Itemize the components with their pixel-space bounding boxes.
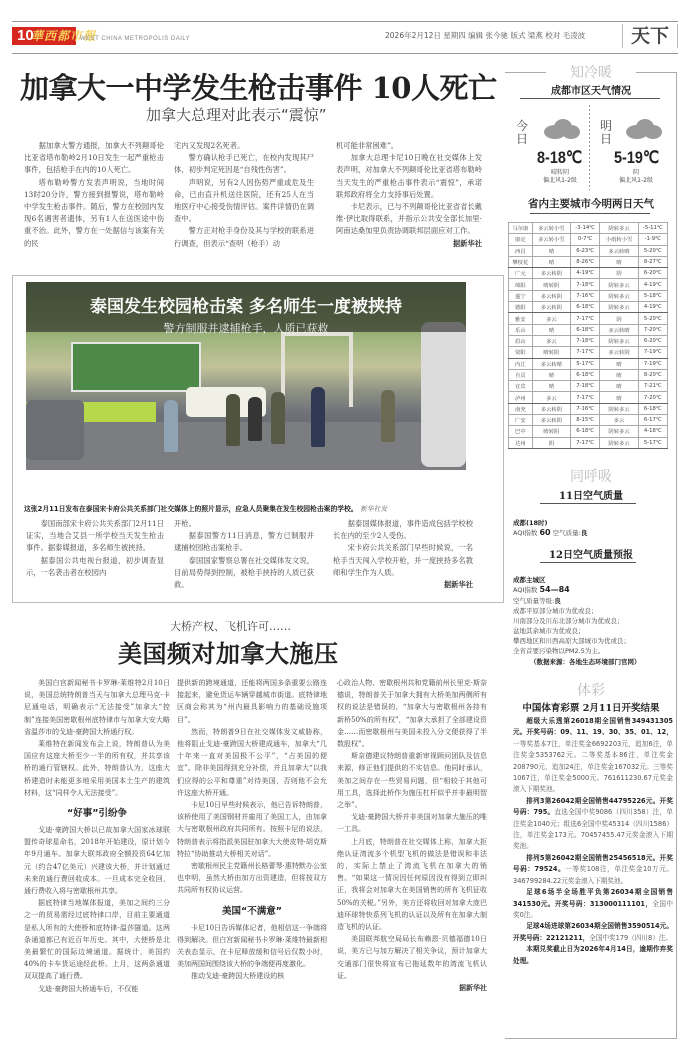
tomorrow-condition: 晴 bbox=[600, 256, 638, 267]
forecast-aqi-line bbox=[513, 585, 570, 595]
city-weather-row bbox=[509, 324, 668, 335]
today-temperature: 7-18℃ bbox=[571, 335, 600, 346]
tomorrow-temperature: 8-20℃ bbox=[638, 369, 667, 380]
divider bbox=[530, 213, 650, 214]
today-temperature: 7-17℃ bbox=[571, 392, 600, 403]
paragraph: 警方确认枪手已死亡，在校内发现其尸体，初步判定死因是“自残性伤害”。 bbox=[174, 153, 314, 175]
paragraph: 泰国国家警察总署在社交媒体发文说，目前局势得到控制，被枪手挟持的人质已获救。 bbox=[174, 555, 314, 590]
city-name: 眉山 bbox=[509, 335, 533, 346]
paragraph: 莱维特在新闻发布会上说，特朗普认为美国应有这座大桥至少一半的所有权，并共享该桥的通行管辖权。此外，特朗普认为，这座大桥建造时未能更多地采用美国本土生产的建筑材料，这“同样令人无法接受”。 bbox=[24, 740, 170, 797]
paragraph: 据加拿大警方通报，加拿大不列颠哥伦比亚省塔布勒岭2月10日发生一起严重枪击事件，包括枪手在内的10人死亡。 bbox=[24, 141, 164, 175]
tomorrow-condition: 多云转晴 bbox=[600, 324, 638, 335]
tomorrow-condition: 阴 bbox=[632, 169, 639, 176]
level-label: 空气质量等级: bbox=[513, 597, 555, 605]
aqi-label: AQI指数 bbox=[513, 529, 538, 537]
city-weather-row bbox=[509, 290, 668, 301]
today-temperature: 7-18℃ bbox=[571, 381, 600, 392]
today-condition: 多云转阴 bbox=[532, 290, 570, 301]
caption-credit: 新华社发 bbox=[360, 505, 388, 513]
today-condition: 多云转阴 bbox=[532, 302, 570, 313]
result-highlight: 排列3第26042期全国销售44795226元。开奖号码：795。 bbox=[513, 796, 673, 817]
tomorrow-label: 明日 bbox=[600, 119, 613, 146]
today-temperature: 7-17℃ bbox=[571, 437, 600, 448]
paragraph: 塔布勒岭警方发表声明说，当地时间13时20分许，警方接到报警说，塔布勒岭中学发生枪击事件。随后，警方在校园内发现6名遇害者遗体，另有1人在送医途中伤重不治。此外，警方在一处据信与该案有关的民 bbox=[24, 177, 164, 248]
forecast-line: 攀西地区和川西高原大部城市为优或良； bbox=[513, 637, 630, 645]
city-name: 攀枝花 bbox=[509, 256, 533, 267]
today-condition: 阴 bbox=[532, 437, 570, 448]
today-condition: 晴 bbox=[532, 245, 570, 256]
tomorrow-condition: 阴转多云 bbox=[600, 279, 638, 290]
paragraph: 上月底，特朗普在社交媒体上称，加拿大拒绝认证湾流多个机型飞机的做法是错误和非法的，实际上禁止了湾流飞机在加拿大的销售。“如果这一情况因任何原因没有得到立即纠正，我将会对加拿大在美国销售的所有飞机征收50%的关税。”另外，美方还将收回对加拿大庞巴迪环球特快系列飞机的认证以及所有在加拿大制造飞机的认证。 bbox=[337, 837, 487, 932]
city-weather-row bbox=[509, 426, 668, 437]
city-weather-row bbox=[509, 335, 668, 346]
tomorrow-condition: 阴转多云 bbox=[600, 426, 638, 437]
forecast-line: 成都平原部分城市为优或良； bbox=[513, 607, 598, 615]
today-condition: 晴 bbox=[532, 324, 570, 335]
city-weather-row bbox=[509, 369, 668, 380]
today-temperature: 7-16℃ bbox=[571, 403, 600, 414]
city-weather-row bbox=[509, 415, 668, 426]
page-number: 10 bbox=[12, 27, 76, 45]
result-detail: 全国中奖0注。 bbox=[513, 899, 673, 919]
city-name: 南充 bbox=[509, 403, 533, 414]
lottery-title: 中国体育彩票 2月11日开奖结果 bbox=[522, 703, 660, 714]
city-name: 宜宾 bbox=[509, 381, 533, 392]
lottery-paragraph bbox=[513, 716, 673, 796]
today-condition: 多云 bbox=[532, 313, 570, 324]
tomorrow-condition: 阴转多云 bbox=[600, 403, 638, 414]
paragraph: 戈迪·豪跨国大桥并非美国对加拿大施压的唯一工具。 bbox=[337, 813, 487, 834]
city-name: 马尔康 bbox=[509, 223, 533, 234]
thai-column-2 bbox=[174, 518, 314, 591]
photo-shield bbox=[248, 397, 262, 441]
paragraph: 美国联邦航空局局长布赖恩·贝德福德10日说，美方已与加方解决了相关争议，预计加拿大交通部门很快将宣布已拖延数年的湾流飞机认证。 bbox=[337, 935, 487, 980]
weather-section-title: 知冷暖 bbox=[546, 62, 636, 82]
quality-value: 良 bbox=[580, 529, 588, 537]
photo-person bbox=[381, 390, 395, 442]
bridge-column-2 bbox=[177, 677, 327, 983]
city-name: 德阳 bbox=[509, 302, 533, 313]
today-condition: 晴转阴 bbox=[532, 426, 570, 437]
air-section-title: 同呼吸 bbox=[570, 469, 612, 485]
paragraph: 斯奈德建议特朗普重新审视顾问团队及信息来源，修正他们提供的不实信息。他同时承认，美加之间存在一些贸易问题，但“相较于其他可用工具，选择此桥作为施压杠杆似乎并非最明智之举”。 bbox=[337, 752, 487, 810]
tomorrow-condition: 阴 bbox=[600, 313, 638, 324]
photo-caption bbox=[24, 503, 484, 513]
tomorrow-temperature: 5-18℃ bbox=[638, 290, 667, 301]
bridge-column-3 bbox=[337, 677, 487, 994]
tomorrow-condition: 阴转多云 bbox=[600, 437, 638, 448]
level-value: 良 bbox=[554, 597, 561, 605]
cities-weather-table bbox=[508, 222, 668, 449]
city-weather-row bbox=[509, 256, 668, 267]
bridge-headline: 美国频对加拿大施压 bbox=[118, 639, 339, 668]
city-weather-row bbox=[509, 403, 668, 414]
air-aqi-line bbox=[513, 528, 587, 538]
today-temperature: 7-17℃ bbox=[571, 313, 600, 324]
aqi-range: 54—84 bbox=[539, 585, 570, 594]
paragraph: 卡尼10日告诉媒体记者，他相信这一争端将得到解决。但白宫新闻秘书卡罗琳·莱维特最新相关表态显示，在卡尼释放缓和信号后仅数小时，美加两国间围绕该大桥的争端便再度激化。 bbox=[177, 923, 327, 969]
source-credit: 据新华社 bbox=[459, 984, 487, 993]
result-highlight: 排列5第26042期全国销售25456518元。开奖号码：79524。 bbox=[513, 853, 673, 874]
tomorrow-temperature: 4-19℃ bbox=[638, 302, 667, 313]
aqi-label: AQI指数 bbox=[513, 586, 538, 594]
tomorrow-temperature: -1-9℃ bbox=[638, 234, 667, 245]
result-highlight: 足球4场进球第26034期全国销售3590514元。开奖号码：22121211， bbox=[513, 922, 673, 942]
today-temperature: 6-18℃ bbox=[571, 302, 600, 313]
paragraph: 密歇根州民主党籍州长格蕾琴·惠特默办公室也申明，虽然大桥由加方出资建造，但将按双方共同所有权协议运营。 bbox=[177, 862, 327, 895]
forecast-line: 盆地其余城市为优或良； bbox=[513, 627, 585, 635]
tomorrow-condition: 多云转阴 bbox=[600, 347, 638, 358]
thai-subheadline: 警方制服并逮捕枪手，人质已获救 bbox=[163, 322, 329, 335]
tomorrow-temperature: 6-18℃ bbox=[638, 403, 667, 414]
thai-headline: 泰国发生校园枪击案 多名师生一度被挟持 bbox=[90, 297, 402, 317]
lottery-paragraph bbox=[513, 887, 673, 921]
lead-subheadline: 加拿大总理对此表示“震惊” bbox=[146, 106, 327, 124]
city-weather-row bbox=[509, 381, 668, 392]
today-condition: 多云转晴 bbox=[532, 358, 570, 369]
paragraph: 卡尼表示，已与不列颠哥伦比亚省省长戴维·伊比取得联系，并指示公共安全部长加里·阿南达桑加里负责协调联邦层面应对工作。 bbox=[336, 202, 482, 236]
paragraph: 宋卡府公共关系部门早些时候说，一名枪手当天闯入学校开枪，并一度挟持多名教师和学生作为人质。 bbox=[333, 543, 473, 577]
quality-label: 空气质量: bbox=[552, 529, 581, 537]
tomorrow-condition: 阴转多云 bbox=[600, 290, 638, 301]
today-condition: 晴 bbox=[532, 381, 570, 392]
photo-billboard bbox=[71, 342, 201, 392]
tomorrow-condition: 小雨转小雪 bbox=[600, 234, 638, 245]
city-name: 广安 bbox=[509, 415, 533, 426]
city-weather-row bbox=[509, 347, 668, 358]
city-weather-row bbox=[509, 392, 668, 403]
photo-person bbox=[164, 400, 178, 452]
forecast-line: 川南部分及川东北部分城市为优或良； bbox=[513, 617, 624, 625]
tomorrow-temperature: 5-20℃ bbox=[638, 313, 667, 324]
city-name: 内江 bbox=[509, 358, 533, 369]
tomorrow-temperature: 7-20℃ bbox=[638, 324, 667, 335]
tomorrow-condition: 阴 bbox=[600, 268, 638, 279]
city-name: 雅安 bbox=[509, 313, 533, 324]
today-condition: 晴转阴 bbox=[532, 347, 570, 358]
tomorrow-temperature: 8-27℃ bbox=[638, 256, 667, 267]
subheading: “好事”引纷争 bbox=[67, 808, 127, 820]
lottery-section-title: 体彩 bbox=[577, 683, 605, 699]
city-name: 资阳 bbox=[509, 347, 533, 358]
city-name: 乐山 bbox=[509, 324, 533, 335]
city-name: 泸州 bbox=[509, 392, 533, 403]
section-label: 天下 bbox=[622, 24, 678, 48]
paragraph: 然而，特朗普9日在社交媒体发文威胁称，他将阻止戈迪·豪跨国大桥建成通车，加拿大“几十年来一直对美国极不公平”，“占美国的便宜”。除非美国得到充分补偿，并且加拿大“以我们应得的公平和尊重”对待美国，否则他不会允许这座大桥开通。 bbox=[177, 727, 327, 797]
divider bbox=[589, 105, 590, 190]
today-condition: 晴 bbox=[532, 256, 570, 267]
today-condition: 晴转阴 bbox=[550, 169, 569, 176]
city-name: 绵阳 bbox=[509, 279, 533, 290]
paragraph: 机可能非常困难”。 bbox=[336, 141, 399, 150]
tomorrow-condition: 晴 bbox=[600, 369, 638, 380]
air-data-source: （数据来源：各地生态环境部门官网） bbox=[530, 658, 641, 666]
photo-van bbox=[421, 322, 466, 467]
tomorrow-temperature: 4-18℃ bbox=[638, 426, 667, 437]
masthead-english: WEST CHINA METROPOLIS DAILY bbox=[80, 36, 191, 42]
thai-column-1 bbox=[26, 518, 164, 579]
photo-road bbox=[26, 422, 466, 470]
today-temperature: 5-17℃ bbox=[571, 358, 600, 369]
today-temperature: 7-16℃ bbox=[571, 290, 600, 301]
paragraph: 据泰国警方11日消息，警方已制服并逮捕校园枪击案枪手。 bbox=[174, 531, 314, 553]
today-condition: 多云转小雪 bbox=[532, 223, 570, 234]
aqi-value: 60 bbox=[539, 528, 551, 537]
caption-text: 这张2月11日发布在泰国宋卡府公共关系部门社交媒体上的照片显示，应急人员聚集在发生校园枪击案的学校。 bbox=[24, 505, 358, 513]
result-highlight: 超级大乐透第26018期全国销售349431305元。开奖号码：09、11、19、30、35、01、12， bbox=[513, 717, 673, 737]
today-condition: 多云转小雪 bbox=[532, 234, 570, 245]
lead-column-3 bbox=[336, 140, 482, 250]
lottery-paragraph bbox=[513, 921, 673, 944]
today-condition: 多云 bbox=[532, 335, 570, 346]
paragraph: 据泰国公共电视台报道，初步调查显示，一名袭击者在校园内 bbox=[26, 555, 164, 577]
paragraph: 开枪。 bbox=[174, 519, 196, 528]
tomorrow-temperature: -5-11℃ bbox=[638, 223, 667, 234]
tomorrow-condition: 晴 bbox=[600, 381, 638, 392]
result-detail: 一等奖基本7注，单注奖金6692203元，追加6注，单注奖金5353762元。二等奖基本86注，单注奖金208790元，追加24注，单注奖金167032元。三等奖1067注，单注奖金5000元。761611230.67元奖金滚入下期奖池。 bbox=[513, 739, 673, 794]
paragraph: 警方正对枪手身份及其与学校的联系进行调查，但表示“查明（枪手）动 bbox=[174, 226, 314, 248]
forecast-line: 全省首要污染物以PM2.5为主。 bbox=[513, 647, 605, 655]
lottery-paragraph bbox=[513, 944, 673, 967]
city-weather-row bbox=[509, 279, 668, 290]
city-weather-row bbox=[509, 268, 668, 279]
city-name: 西昌 bbox=[509, 245, 533, 256]
city-name: 康定 bbox=[509, 234, 533, 245]
result-detail: 一等奖108注，单注奖金10万元。346799284.22元奖金滚入下期奖池。 bbox=[513, 865, 673, 885]
cloud-icon bbox=[622, 117, 662, 139]
tomorrow-condition: 阴转多云 bbox=[600, 223, 638, 234]
bridge-kicker: 大桥产权、飞机许可…… bbox=[170, 620, 291, 633]
bridge-column-1 bbox=[24, 677, 170, 995]
paragraph: 戈迪·豪跨国大桥通车后，不仅能 bbox=[38, 984, 139, 993]
lottery-results bbox=[513, 716, 673, 967]
city-weather-row bbox=[509, 437, 668, 448]
tomorrow-temperature: 7-21℃ bbox=[638, 381, 667, 392]
today-wind: 偏北风1-2级 bbox=[543, 177, 577, 184]
photo-car bbox=[26, 400, 84, 460]
today-condition: 多云转阴 bbox=[532, 268, 570, 279]
divider bbox=[540, 503, 636, 504]
today-temperature: 4-19℃ bbox=[571, 268, 600, 279]
forecast-area: 成都主城区 bbox=[513, 576, 546, 584]
masthead-logo: 華西都市報 bbox=[31, 29, 97, 43]
photo-person bbox=[226, 394, 240, 446]
paragraph: 据底特律当地媒体报道，美加之间约三分之一的贸易需经过底特律口岸，目前主要通道是私人所有的大使桥和底特律-温莎隧道。这两条通道都已有近百年历史。其中，大使桥是北美最繁忙的国际边境通道。据统计，美国约40%的卡车货运途经此桥。上月，这两条通道双双提高了通行费。 bbox=[24, 899, 170, 981]
air-title: 11日空气质量 bbox=[559, 491, 623, 502]
today-condition: 多云 bbox=[532, 392, 570, 403]
today-temperature: 8-18℃ bbox=[537, 148, 583, 167]
paragraph: 加拿大总理卡尼10日晚在社交媒体上发表声明，对加拿大不列颠哥伦比亚省塔布勒岭当天发生的严重枪击事件表示“震惊”，承诺联邦政府将全力支持事后处置。 bbox=[336, 153, 482, 199]
tomorrow-condition: 多云转晴 bbox=[600, 245, 638, 256]
today-label: 今日 bbox=[516, 119, 529, 146]
photo-person bbox=[311, 387, 325, 447]
city-name: 达州 bbox=[509, 437, 533, 448]
city-name: 广元 bbox=[509, 268, 533, 279]
city-weather-row bbox=[509, 234, 668, 245]
weather-title: 成都市区天气情况 bbox=[551, 86, 631, 97]
result-highlight: 本期兑奖截止日为2026年4月14日，逾期作弃奖处理。 bbox=[513, 945, 673, 965]
header-rule-top bbox=[12, 21, 678, 22]
today-temperature: 0-7℃ bbox=[571, 234, 600, 245]
lottery-paragraph bbox=[513, 853, 673, 887]
tomorrow-temperature: 7-19℃ bbox=[638, 358, 667, 369]
city-weather-row bbox=[509, 313, 668, 324]
tomorrow-temperature: 6-20℃ bbox=[638, 335, 667, 346]
city-weather-row bbox=[509, 358, 668, 369]
today-temperature: 6-18℃ bbox=[571, 324, 600, 335]
lottery-paragraph bbox=[513, 796, 673, 853]
today-condition: 多云转阴 bbox=[532, 415, 570, 426]
tomorrow-condition: 阴转多云 bbox=[600, 335, 638, 346]
today-temperature: 7-17℃ bbox=[571, 347, 600, 358]
source-credit: 据新华社 bbox=[452, 238, 482, 248]
result-detail: 直选全国中奖9086（四川358）注，单注奖金1040元；组选6全国中奖45314（四川1586）注，单注奖金173元。70457455.47元奖金滚入下期奖池。 bbox=[513, 808, 674, 851]
paragraph: 心政治人物、密歇根州共和党籍前州长里克·斯奈德说，特朗普关于加拿大拥有大桥美加两侧所有权的说法是错误的，“加拿大与密歇根州各持有新桥50%的所有权”，“加拿大承担了全部建设资金……而密歇根州与美国未投入分文便获得了半数股权”。 bbox=[337, 679, 487, 749]
divider bbox=[540, 562, 636, 563]
tomorrow-condition: 多云 bbox=[600, 415, 638, 426]
today-temperature: 8-26℃ bbox=[571, 256, 600, 267]
paragraph: 声明说，另有2人因伤势严重或危及生命，已由直升机送往医院，还有25人在当地医疗中心接受伤情评估。案件详情仍在调查中。 bbox=[174, 177, 314, 224]
tomorrow-temperature: 4-19℃ bbox=[638, 279, 667, 290]
city-weather-row bbox=[509, 302, 668, 313]
tomorrow-temperature: 5-19℃ bbox=[614, 148, 660, 167]
result-highlight: 足球6场半全场胜平负第26034期全国销售341530元。开奖号码：313000111101， bbox=[513, 888, 673, 908]
tomorrow-temperature: 5-17℃ bbox=[638, 437, 667, 448]
air-station: 成都(18时) bbox=[513, 519, 548, 527]
paragraph: 卡尼10日早些时候表示，他已告诉特朗普，该桥使用了美国钢材并雇用了美国工人，由加拿大与密歇根州政府共同所有。按照卡尼的说法，特朗普表示将指派美国驻加拿大大使皮特·胡克斯特拉“协助推动大桥相关对话”。 bbox=[177, 801, 327, 858]
subheading: 美国“不满意” bbox=[222, 905, 282, 917]
today-temperature: 6-23℃ bbox=[571, 245, 600, 256]
today-condition: 多云转阴 bbox=[532, 403, 570, 414]
air-forecast-title: 12日空气质量预报 bbox=[549, 550, 633, 561]
tomorrow-condition: 晴 bbox=[600, 358, 638, 369]
source-credit: 据新华社 bbox=[443, 580, 473, 590]
thai-column-3 bbox=[333, 518, 473, 591]
tomorrow-temperature: 6-20℃ bbox=[638, 268, 667, 279]
issue-meta: 2026年2月12日 星期四 编辑 张今驰 版式 梁燕 校对 毛凌波 bbox=[385, 31, 586, 40]
cities-weather-title: 省内主要城市今明两日天气 bbox=[528, 198, 654, 210]
paragraph: 提供新的跨境通道，还能将两国多条重要公路连接起来，避免货运车辆穿越城市街道。底特律地区商会称其为“州内最具影响力的基础设施项目”。 bbox=[177, 679, 327, 724]
city-name: 巴中 bbox=[509, 426, 533, 437]
lead-headline: 加拿大一中学发生枪击事件 10人死亡 bbox=[20, 71, 497, 105]
divider bbox=[520, 98, 660, 99]
result-detail: 全国中奖179（四川8）注。 bbox=[589, 933, 672, 942]
paragraph: 美国白宫新闻秘书卡罗琳·莱维特2月10日说，美国总统特朗普当天与加拿大总理马克·卡尼通电话，明确表示“无法接受”加拿大“控制”连接美国密歇根州底特律市与加拿大安大略省温莎市的戈迪·豪跨国大桥通行权。 bbox=[24, 679, 170, 736]
tomorrow-wind: 偏北风1-2级 bbox=[619, 177, 653, 184]
paragraph: 戈迪·豪跨国大桥以已故加拿大国家冰球联盟传奇球星命名，2018年开始建设，原计划今年9月通车。加拿大联邦政府全额投资64亿加元（约合47亿美元）兴建该大桥，并计划通过未来的通行费回收成本。一旦成本完全收回，通行费收入将与密歇根州共享。 bbox=[24, 826, 170, 896]
city-name: 自贡 bbox=[509, 369, 533, 380]
header-rule-bottom bbox=[12, 53, 678, 54]
tomorrow-temperature: 7-19℃ bbox=[638, 347, 667, 358]
photo-person bbox=[271, 392, 285, 444]
forecast-level-line bbox=[513, 596, 561, 606]
city-name: 遂宁 bbox=[509, 290, 533, 301]
lead-column-2 bbox=[174, 140, 314, 250]
tomorrow-temperature: 6-17℃ bbox=[638, 415, 667, 426]
today-temperature: 6-18℃ bbox=[571, 426, 600, 437]
paragraph: 泰国南部宋卡府公共关系部门2月11日证实，当地合艾县一所学校当天发生枪击事件。据泰媒报道，多名师生被挟持。 bbox=[26, 519, 164, 553]
tomorrow-temperature: 5-20℃ bbox=[638, 245, 667, 256]
tomorrow-temperature: 7-20℃ bbox=[638, 392, 667, 403]
today-temperature: 6-18℃ bbox=[571, 369, 600, 380]
today-temperature: -3-14℃ bbox=[571, 223, 600, 234]
city-weather-row bbox=[509, 245, 668, 256]
paragraph: 推动戈迪·豪跨国大桥建设的核 bbox=[191, 972, 285, 981]
today-temperature: 8-15℃ bbox=[571, 415, 600, 426]
cloud-icon bbox=[540, 117, 580, 139]
tomorrow-condition: 阴转多云 bbox=[600, 302, 638, 313]
today-temperature: 7-18℃ bbox=[571, 279, 600, 290]
paragraph: 据泰国媒体报道，事件造成包括学校校长在内的至少2人受伤。 bbox=[333, 519, 473, 541]
today-condition: 晴转阴 bbox=[532, 279, 570, 290]
tomorrow-condition: 晴 bbox=[600, 392, 638, 403]
city-weather-row bbox=[509, 223, 668, 234]
paragraph: 宅内又发现2名死者。 bbox=[174, 141, 245, 150]
today-condition: 晴 bbox=[532, 369, 570, 380]
lead-column-1 bbox=[24, 140, 164, 250]
